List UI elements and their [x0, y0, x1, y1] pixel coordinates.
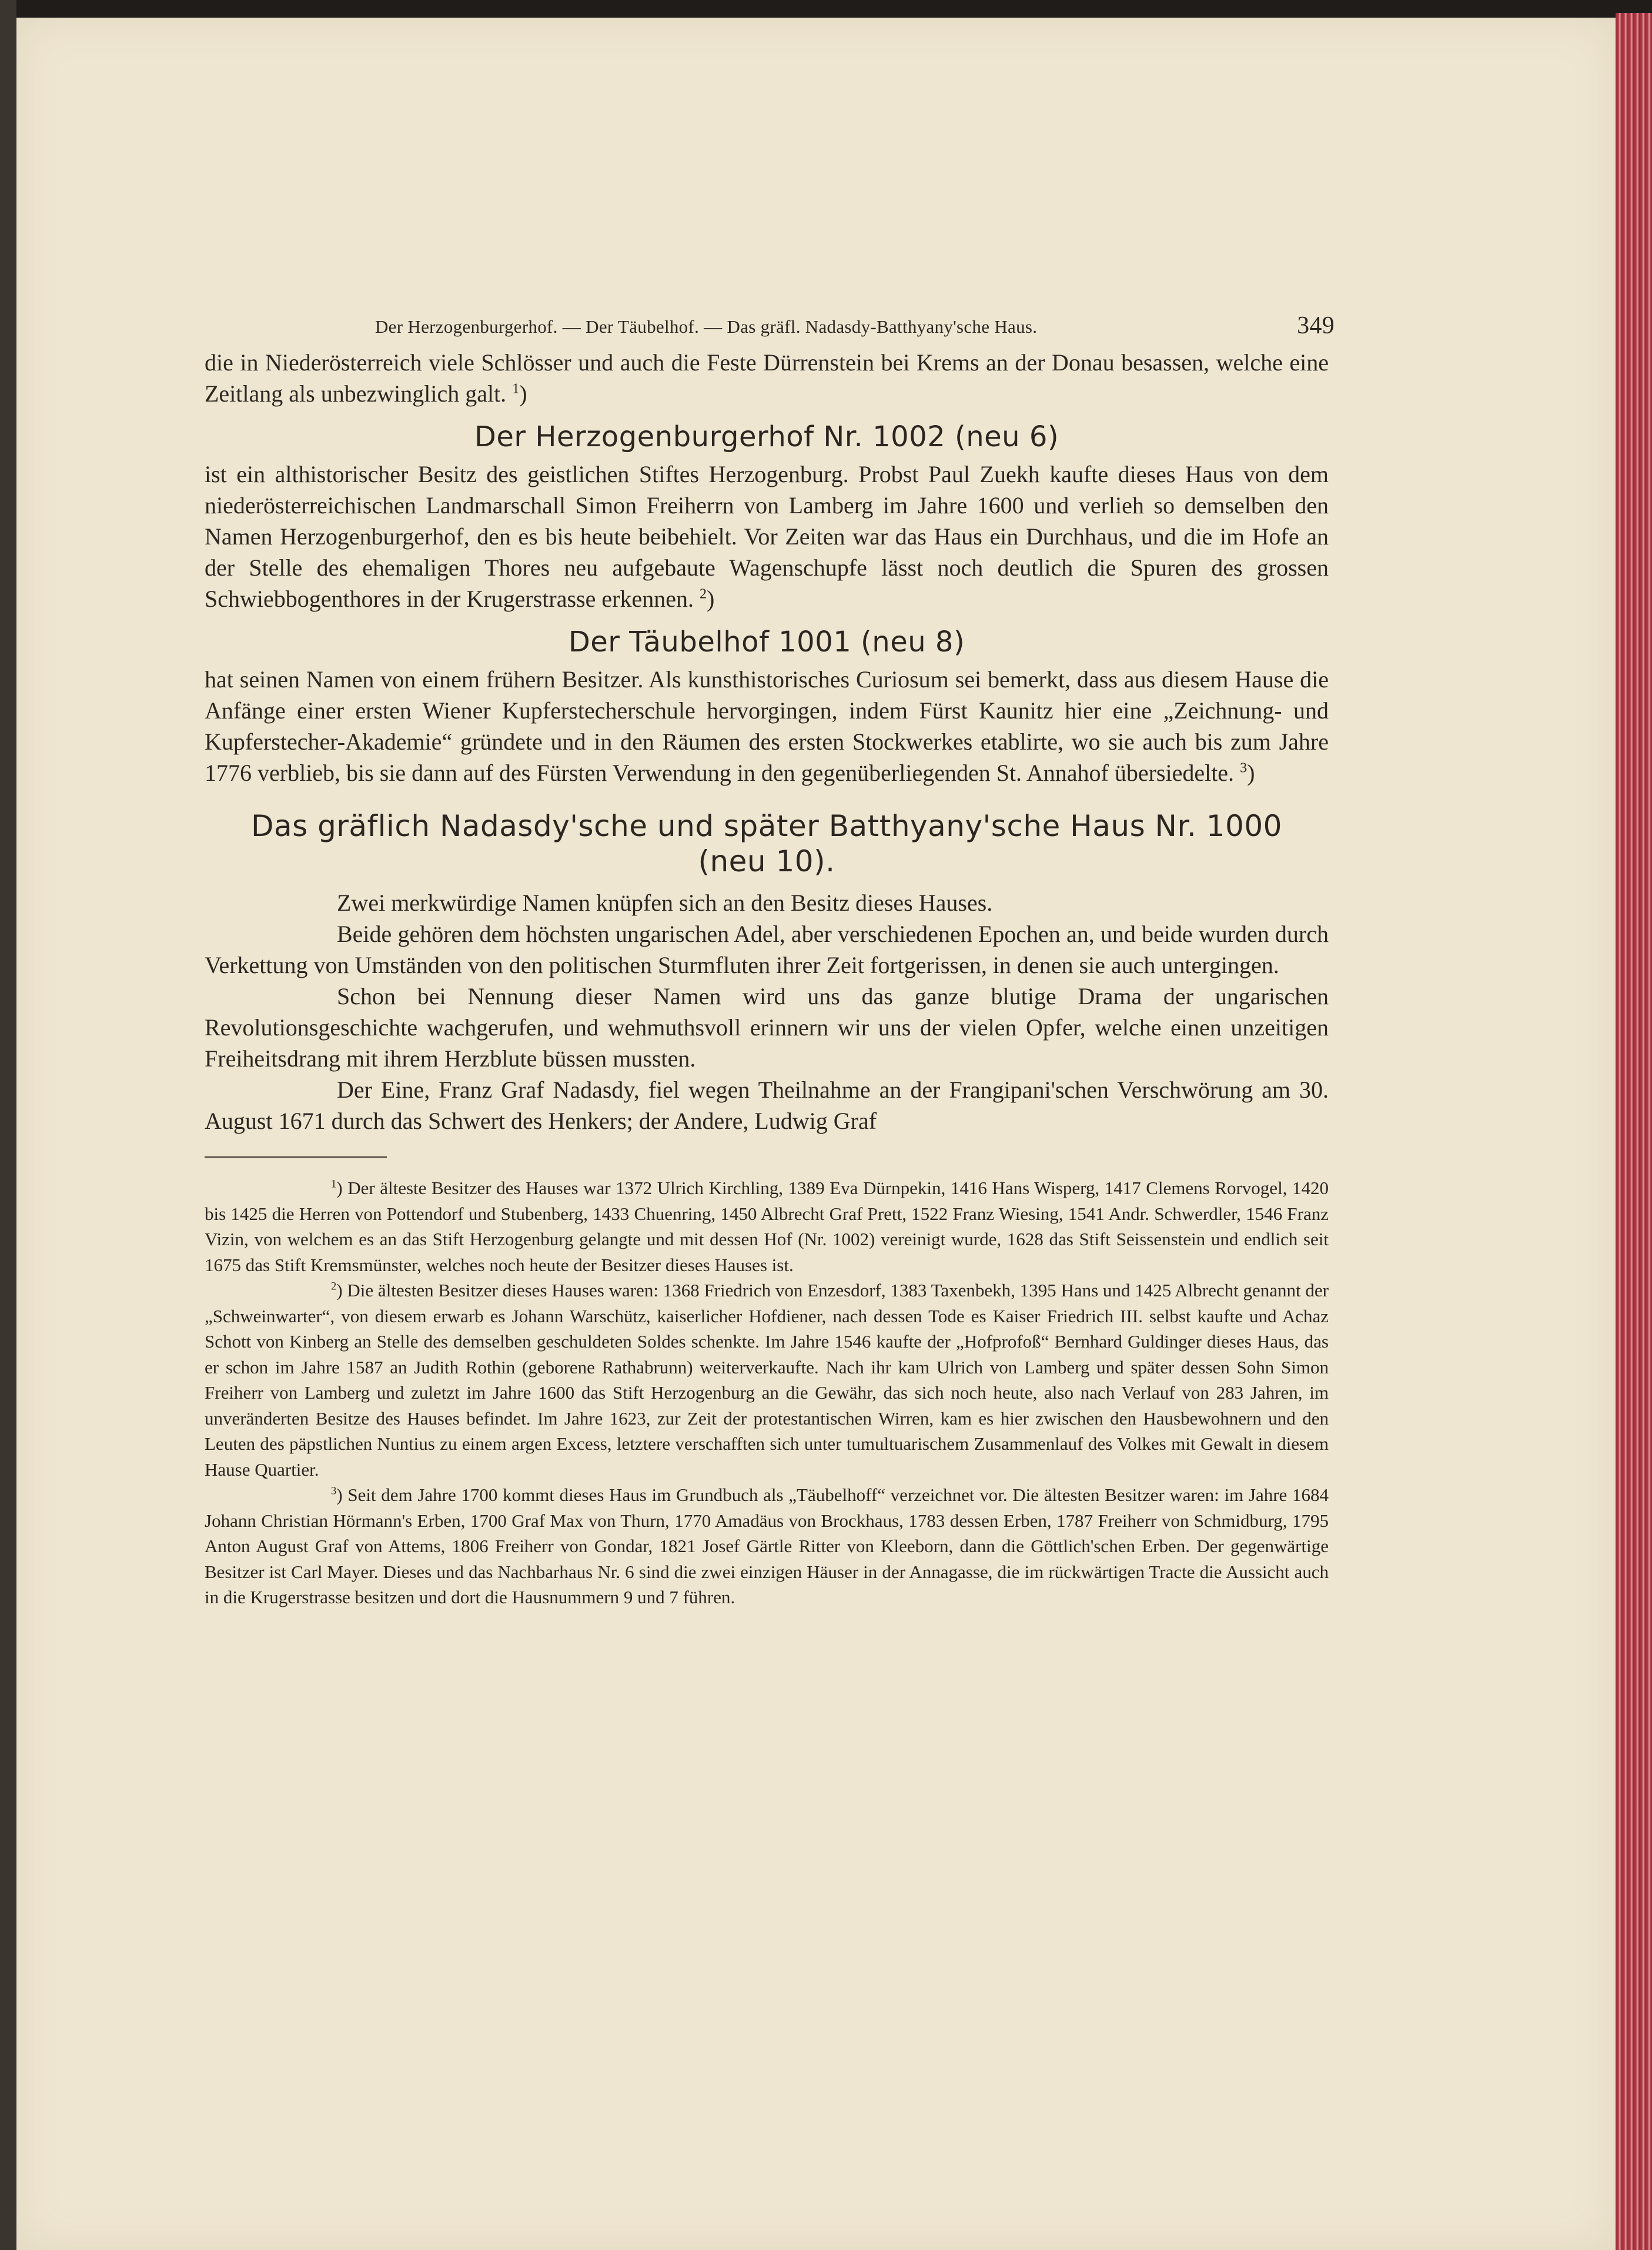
footnote-ref-1: 1: [512, 381, 520, 397]
paragraph-nadasdy-1: Zwei merkwürdige Namen knüpfen sich an den Besitz dieses Hauses.: [337, 890, 993, 916]
running-head-title: Der Herzogenburgerhof. — Der Täubelhof. — Das gräfl. Nadasdy-Batthyany'sche Haus.: [375, 316, 1038, 337]
book-edge-red: [1616, 13, 1652, 2250]
footnote-2-text: ) Die ältesten Besitzer dieses Hauses waren: 1368 Friedrich von Enzesdorf, 1383 Taxenbekh, 1395 Hans und 1425 Albrecht genannt der „Schweinwarter“, von diesem erwarb es Johann Warschütz, kaiserlicher Hofdiener, nach dessen Tode es Kaiser Friedrich III. selbst kaufte und Achaz Schott von Kinberg an Stelle des demselben geschuldeten Soldes schenkte. Im Jahre 1546 kaufte der „Hofprofoß“ Bernhard Guldinger dieses Haus, das er schon im Jahre 1587 an Judith Rothin (geborene Rathabrunn) weiterverkaufte. Nach ihr kam Ulrich von Lamberg und später dessen Sohn Simon Freiherr von Lamberg und zuletzt im Jahre 1600 das Stift Herzogenburg an die Gewähr, das sich noch heute, also nach Verlauf von 283 Jahren, im unveränderten Besitze des Hauses befindet. Im Jahre 1623, zur Zeit der protestantischen Wirren, kam es hier zwischen den Hausbewohnern und den Leuten des päpstlichen Nuntius zu einem argen Excess, letztere verschafften sich unter tumultuarischem Zusammenlauf des Volkes mit Gewalt in diesem Hause Quartier.: [205, 1280, 1329, 1480]
scan-top-border: [0, 0, 1652, 18]
footnote-separator: [205, 1156, 387, 1158]
intro-text: die in Niederösterreich viele Schlösser und auch die Feste Dürrenstein bei Krems an der Donau besassen, welche eine Zeitlang als unbezwinglich galt.: [205, 349, 1329, 407]
heading-nadasdy-line2: (neu 10).: [698, 844, 835, 878]
footnote-1-mark: 1: [331, 1178, 337, 1191]
footnote-2: [205, 1278, 1329, 1482]
footnote-3-mark: 3: [331, 1485, 337, 1497]
taeubelhof-text: hat seinen Namen von einem frühern Besitzer. Als kunsthistorisches Curiosum sei bemerkt, dass aus diesem Hause die Anfänge einer ersten Wiener Kupferstecherschule hervorgingen, indem Fürst Kaunitz hier eine „Zeichnung- und Kupferstecher-Akademie“ gründete und in den Räumen des ersten Stockwerkes etablirte, wo sie auch bis zum Jahre 1776 verblieb, bis sie dann auf des Fürsten Verwendung in den gegenüberliegenden St. Annahof übersiedelte.: [205, 666, 1329, 786]
page-number: 349: [1297, 312, 1335, 339]
paragraph-nadasdy-2: Beide gehören dem höchsten ungarischen Adel, aber verschiedenen Epochen an, und beide wurden durch Verkettung von Umständen von den politischen Sturmfluten ihrer Zeit fortgerissen, in denen sie auch untergingen.: [205, 921, 1329, 978]
footnote-3: [205, 1482, 1329, 1610]
footnote-ref-2: 2: [699, 586, 707, 602]
paragraph-nadasdy-4: Der Eine, Franz Graf Nadasdy, fiel wegen Theilnahme an der Frangipani'schen Verschwörung am 30. August 1671 durch das Schwert des Henkers; der Andere, Ludwig Graf: [205, 1076, 1329, 1134]
heading-nadasdy-line1: Das gräflich Nadasdy'sche und später Batthyany'sche Haus Nr. 1000: [251, 809, 1282, 843]
herzogenburgerhof-text: ist ein althistorischer Besitz des geistlichen Stiftes Herzogenburg. Probst Paul Zuekh kaufte dieses Haus von dem niederösterreichischen Landmarschall Simon Freiherrn von Lamberg im Jahre 1600 und verlieh so demselben den Namen Herzogenburgerhof, den es bis heute beibehielt. Vor Zeiten war das Haus ein Durchhaus, und die im Hofe an der Stelle des ehemaligen Thores neu aufgebaute Wagenschupfe lässt noch deutlich die Spuren des grossen Schwiebbogenthores in der Krugerstrasse erkennen.: [205, 461, 1329, 612]
heading-nadasdy-batthyany: [205, 808, 1329, 879]
paragraph-taeubelhof: hat seinen Namen von einem frühern Besitzer. Als kunsthistorisches Curiosum sei bemerkt, dass aus diesem Hause die Anfänge einer ersten Wiener Kupferstecherschule hervorgingen, indem Fürst Kaunitz hier eine „Zeichnung- und Kupferstecher-Akademie“ gründete und in den Räumen des ersten Stockwerkes etablirte, wo sie auch bis zum Jahre 1776 verblieb, bis sie dann auf des Fürsten Verwendung in den gegenüberliegenden St. Annahof übersiedelte. $^3$): [205, 666, 1329, 786]
heading-herzogenburgerhof: Der Herzogenburgerhof Nr. 1002 (neu 6): [474, 420, 1059, 453]
footnote-1: [205, 1175, 1329, 1278]
intro-paragraph: die in Niederösterreich viele Schlösser und auch die Feste Dürrenstein bei Krems an der Donau besassen, welche eine Zeitlang als unbezwinglich galt. $^1$): [205, 349, 1329, 407]
page-content: [205, 306, 1335, 1610]
footnote-2-mark: 2: [331, 1280, 337, 1293]
scan-left-border: [0, 0, 16, 2250]
paragraph-nadasdy-3: Schon bei Nennung dieser Namen wird uns das ganze blutige Drama der ungarischen Revolutionsgeschichte wachgerufen, und wehmuthsvoll erinnern wir uns der vielen Opfer, welche einen unzeitigen Freiheitsdrang mit ihrem Herzblute büssen mussten.: [205, 983, 1329, 1072]
footnote-3-text: ) Seit dem Jahre 1700 kommt dieses Haus im Grundbuch als „Täubelhoff“ verzeichnet vor. Die ältesten Besitzer waren: im Jahre 1684 Johann Christian Hörmann's Erben, 1700 Graf Max von Thurn, 1770 Amadäus von Brockhaus, 1783 dessen Erben, 1787 Freiherr von Schmidburg, 1795 Anton August Graf von Attems, 1806 Freiherr von Gondar, 1821 Josef Gärtle Ritter von Kleeborn, dann die Göttlich'schen Erben. Der gegenwärtige Besitzer ist Carl Mayer. Dieses und das Nachbarhaus Nr. 6 sind die zwei einzigen Häuser in der Annagasse, die im rückwärtigen Tracte die Aussicht auch in die Krugerstrasse besitzen und dort die Hausnummern 9 und 7 führen.: [205, 1485, 1329, 1607]
paragraph-herzogenburgerhof: ist ein althistorischer Besitz des geistlichen Stiftes Herzogenburg. Probst Paul Zuekh kaufte dieses Haus von dem niederösterreichischen Landmarschall Simon Freiherrn von Lamberg im Jahre 1600 und verlieh so demselben den Namen Herzogenburgerhof, den es bis heute beibehielt. Vor Zeiten war das Haus ein Durchhaus, und die im Hofe an der Stelle des ehemaligen Thores neu aufgebaute Wagenschupfe lässt noch deutlich die Spuren des grossen Schwiebbogenthores in der Krugerstrasse erkennen. $^2$): [205, 461, 1329, 612]
heading-taeubelhof: Der Täubelhof 1001 (neu 8): [568, 626, 965, 658]
footnote-ref-3: 3: [1240, 760, 1248, 776]
running-head: [205, 306, 1335, 347]
footnote-1-text: ) Der älteste Besitzer des Hauses war 1372 Ulrich Kirchling, 1389 Eva Dürnpekin, 1416 Hans Wisperg, 1417 Clemens Rorvogel, 1420 bis 1425 die Herren von Pottendorf und Stubenberg, 1433 Chuenring, 1450 Albrecht Graf Prett, 1522 Franz Wiesing, 1541 Andr. Schwerdler, 1546 Franz Vizin, von welchem es an das Stift Herzogenburg gelangte und mit dessen Hof (Nr. 1002) vereinigt wurde, 1628 das Stift Seissenstein und endlich seit 1675 das Stift Kremsmünster, welches noch heute der Besitzer dieses Hauses ist.: [205, 1178, 1329, 1275]
